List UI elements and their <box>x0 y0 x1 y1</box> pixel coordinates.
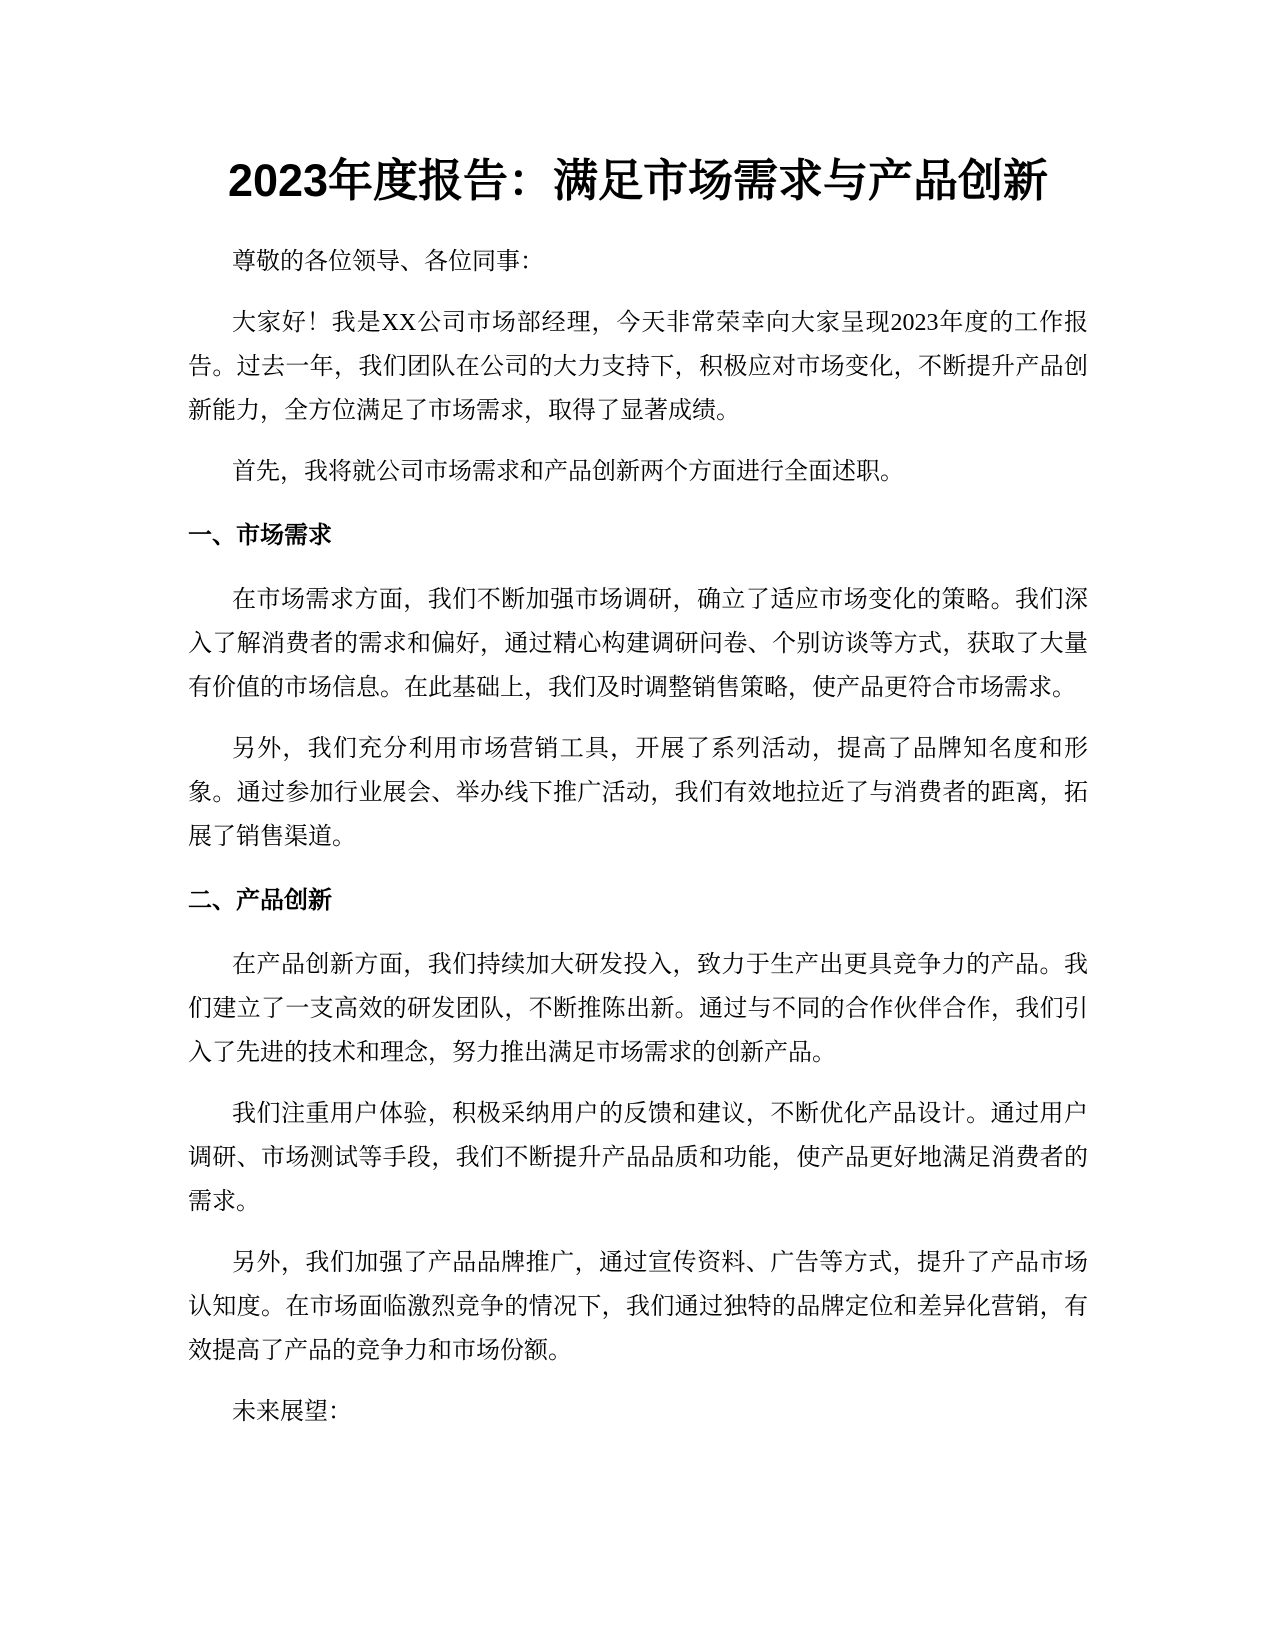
greeting-paragraph: 尊敬的各位领导、各位同事： <box>232 249 544 275</box>
product-innovation-paragraph-2: 我们注重用户体验，积极采纳用户的反馈和建议，不断优化产品设计。通过用户调研、市场测试等手段，我们不断提升产品品质和功能，使产品更好地满足消费者的需求。 <box>188 1101 1088 1215</box>
product-innovation-paragraph-1: 在产品创新方面，我们持续加大研发投入，致力于生产出更具竞争力的产品。我们建立了一支高效的研发团队，不断推陈出新。通过与不同的合作伙伴合作，我们引入了先进的技术和理念，努力推出满足市场需求的创新产品。 <box>188 952 1088 1066</box>
overview-paragraph: 首先，我将就公司市场需求和产品创新两个方面进行全面述职。 <box>232 459 904 485</box>
intro-paragraph: 大家好！我是XX公司市场部经理，今天非常荣幸向大家呈现2023年度的工作报告。过去一年，我们团队在公司的大力支持下，积极应对市场变化，不断提升产品创新能力，全方位满足了市场需求，取得了显著成绩。 <box>188 310 1088 424</box>
section-heading-product-innovation: 二、产品创新 <box>188 887 332 914</box>
document-title: 2023年度报告：满足市场需求与产品创新 <box>227 155 1049 206</box>
product-innovation-paragraph-3: 另外，我们加强了产品品牌推广，通过宣传资料、广告等方式，提升了产品市场认知度。在市场面临激烈竞争的情况下，我们通过独特的品牌定位和差异化营销，有效提高了产品的竞争力和市场份额。 <box>188 1250 1088 1364</box>
market-demand-paragraph-1: 在市场需求方面，我们不断加强市场调研，确立了适应市场变化的策略。我们深入了解消费者的需求和偏好，通过精心构建调研问卷、个别访谈等方式，获取了大量有价值的市场信息。在此基础上，我们及时调整销售策略，使产品更符合市场需求。 <box>188 587 1088 701</box>
document-body <box>188 148 1088 1434</box>
outlook-paragraph: 未来展望： <box>232 1399 352 1425</box>
market-demand-paragraph-2: 另外，我们充分利用市场营销工具，开展了系列活动，提高了品牌知名度和形象。通过参加行业展会、举办线下推广活动，我们有效地拉近了与消费者的距离，拓展了销售渠道。 <box>188 736 1088 850</box>
section-heading-market-demand: 一、市场需求 <box>188 522 332 549</box>
